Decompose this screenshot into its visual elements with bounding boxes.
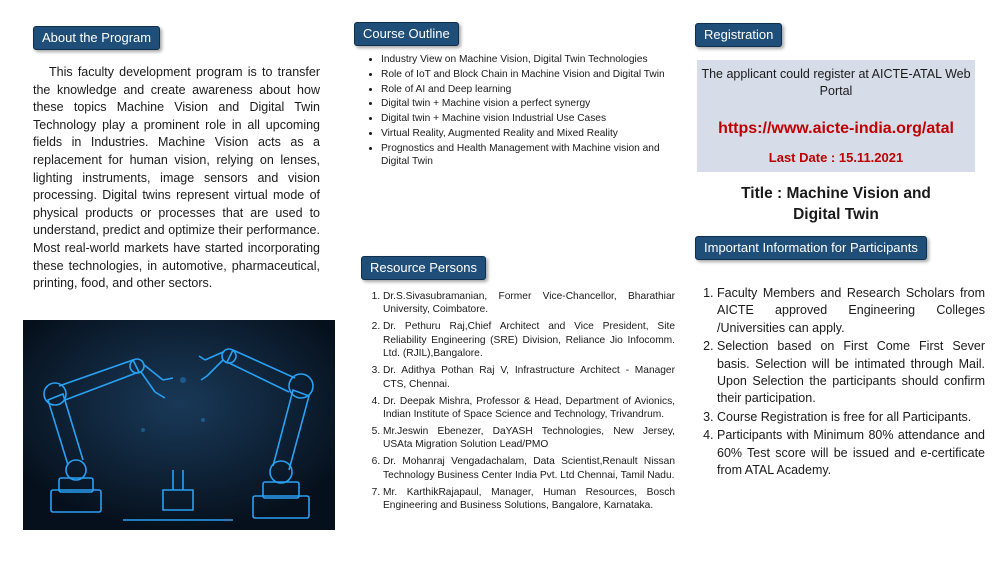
list-item: 3. Course Registration is free for all Participants. [717,409,985,426]
list-item: 2. Selection based on First Come First Sever basis. Selection will be intimated through Mail. Upon Selection the participants should confirm their participation. [717,338,985,408]
list-item: • Digital twin + Machine vision a perfect synergy [381,97,681,110]
last-date: Last Date : 15.11.2021 [768,150,904,165]
list-item: • Role of AI and Deep learning [381,83,681,96]
list-item: 3. Dr. Adithya Pothan Raj V, Infrastructure Architect - Manager CTS, Chennai. [383,364,675,391]
title-line-2: Digital Twin [793,206,879,223]
title-line-1: Title : Machine Vision and [741,185,931,202]
resource-persons-list [363,290,675,516]
list-item: • Virtual Reality, Augmented Reality and Mixed Reality [381,127,681,140]
resource-persons-header: Resource Persons [361,256,486,280]
robot-arms-illustration [23,320,335,530]
list-item: • Digital twin + Machine vision Industrial Use Cases [381,112,681,125]
list-item: 1. Dr.S.Sivasubramanian, Former Vice-Chancellor, Bharathiar University, Coimbatore. [383,290,675,317]
registration-header: Registration [695,23,782,47]
list-item: 7. Mr. KarthikRajapaul, Manager, Human Resources, Bosch Engineering and Business Solutions, Bangalore, Karnataka. [383,486,675,513]
about-header: About the Program [33,26,160,50]
list-item: • Role of IoT and Block Chain in Machine Vision and Digital Twin [381,68,681,81]
list-item: 2. Dr. Pethuru Raj,Chief Architect and Vice President, Site Reliability Engineering (SRE) Division, Reliance Jio Infocomm. Ltd. (RJIL),Bangalore. [383,320,675,360]
about-text: This faculty development program is to transfer the knowledge and create awareness about how these topics Machine Vision and Digital Twin Technology play a prominent role in all upcoming fields in Industries. Machine Vision acts as a replacement for human vision, relying on lenses, lighting instruments, image sensors and vision processing. Digital twins represent virtual mode of physical products or processes that are used to understand, predict and optimize their performance. Most real-world markets have started incorporating these technologies, in automotive, pharmaceutical, printing, food, and other sectors. [33,65,320,291]
list-item: 4. Dr. Deepak Mishra, Professor & Head, Department of Avionics, Indian Institute of Space Science and Technology, Trivandrum. [383,395,675,422]
course-outline-header: Course Outline [354,22,459,46]
registration-text: The applicant could register at AICTE-ATAL Web Portal [701,67,971,98]
list-item: 5. Mr.Jeswin Ebenezer, DaYASH Technologies, New Jersey, USAta Migration Solution Lead/PMO [383,425,675,452]
registration-url[interactable]: https://www.aicte-india.org/atal [718,120,954,137]
list-item: 6. Dr. Mohanraj Vengadachalam, Data Scientist,Renault Nissan Technology Business Center India Pvt. Ltd Chennai, Tamil Nadu. [383,455,675,482]
registration-box [697,60,975,172]
list-item: • Prognostics and Health Management with Machine vision and Digital Twin [381,142,681,168]
important-info-list [697,285,985,480]
list-item: • Industry View on Machine Vision, Digital Twin Technologies [381,53,681,66]
list-item: 1. Faculty Members and Research Scholars from AICTE approved Engineering Colleges /Universities can apply. [717,285,985,337]
course-outline-list [365,53,681,170]
robot-arms-image [23,320,335,530]
important-info-header: Important Information for Participants [695,236,927,260]
list-item: 4. Participants with Minimum 80% attendance and 60% Test score will be issued and e-certificate from ATAL Academy. [717,427,985,479]
program-title [697,183,975,225]
